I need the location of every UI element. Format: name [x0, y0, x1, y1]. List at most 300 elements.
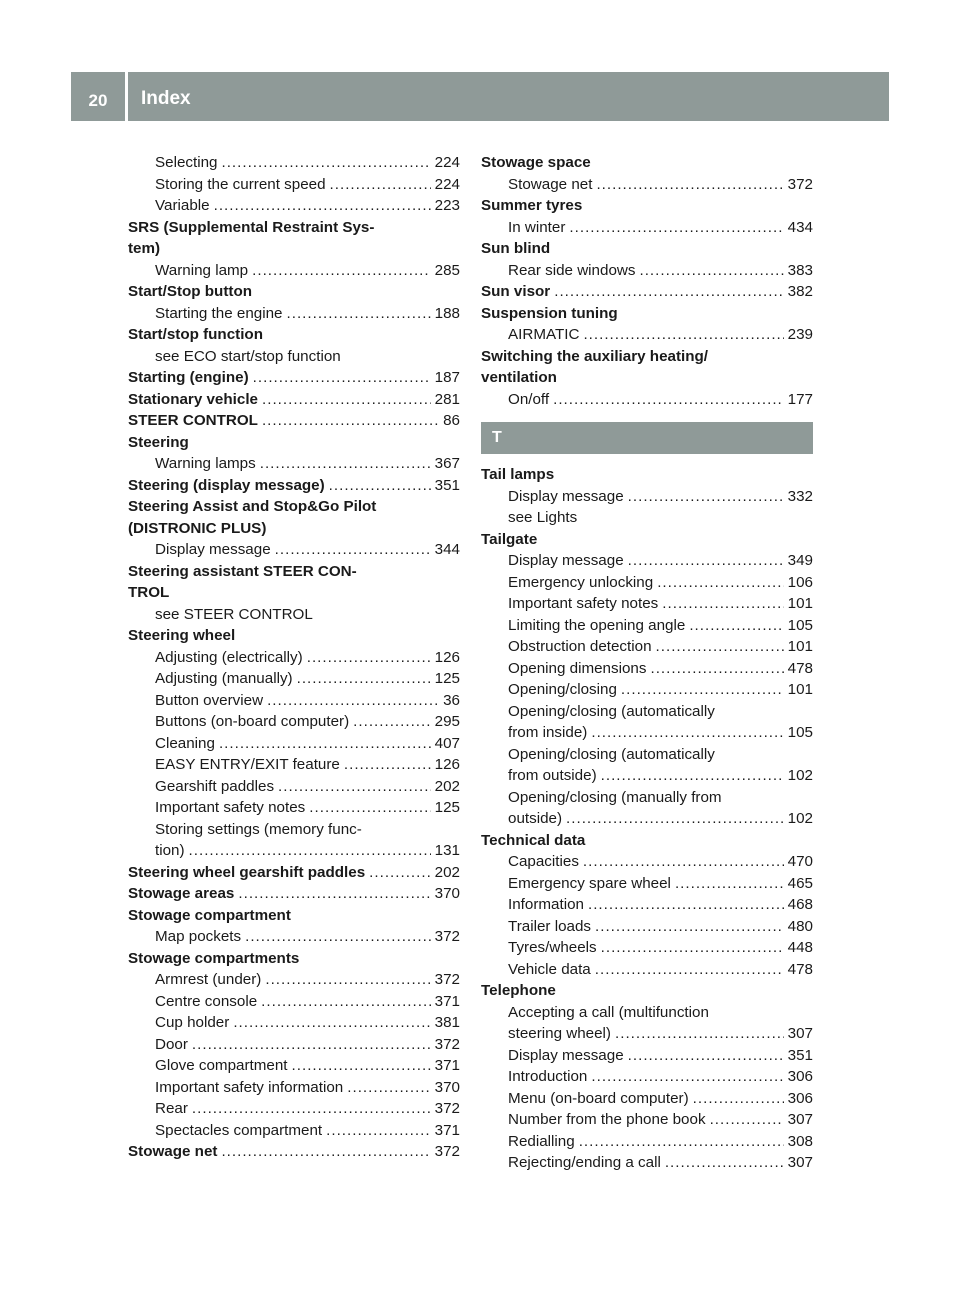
- page-header-bar: [71, 72, 889, 121]
- entry-page-number: 372: [434, 1143, 460, 1160]
- index-entry: [128, 625, 460, 647]
- leader-dots: [595, 959, 784, 981]
- entry-label: Buttons (on-board computer): [155, 713, 350, 730]
- entry-label: see ECO start/stop function: [155, 347, 341, 365]
- entry-label: Gearshift paddles: [155, 777, 275, 795]
- entry-label: Button overview: [155, 691, 264, 709]
- entry-label: Cleaning: [155, 734, 215, 752]
- index-entry: [128, 432, 460, 454]
- leader-dots: [628, 550, 784, 572]
- index-subentry: [128, 604, 460, 626]
- entry-page-number: 224: [434, 154, 460, 171]
- leader-dots: [344, 754, 431, 776]
- index-entry: [481, 346, 813, 368]
- entry-label: Redialling: [508, 1132, 575, 1150]
- entry-page-number: 371: [434, 1057, 460, 1074]
- leader-dots: [233, 1012, 430, 1034]
- leader-dots: [553, 389, 784, 411]
- entry-label: Stowage space: [481, 154, 591, 171]
- entry-label: On/off: [508, 390, 550, 408]
- entry-label: Stowage net: [128, 1143, 218, 1160]
- index-subentry: [128, 303, 460, 325]
- index-subentry: [128, 260, 460, 282]
- entry-label: Centre console: [155, 992, 258, 1010]
- entry-label: Adjusting (manually): [155, 670, 293, 687]
- entry-page-number: 351: [787, 1046, 813, 1064]
- leader-dots: [588, 894, 784, 916]
- entry-label: AIRMATIC: [508, 326, 580, 343]
- entry-page-number: 106: [787, 573, 813, 591]
- leader-dots: [275, 539, 431, 561]
- entry-label: Opening/closing: [508, 681, 617, 698]
- index-subentry: [481, 260, 813, 282]
- index-column-left: [128, 152, 460, 1163]
- entry-label: Adjusting (electrically): [155, 648, 303, 666]
- leader-dots: [297, 668, 431, 690]
- leader-dots: [656, 636, 784, 658]
- leader-dots: [292, 1055, 431, 1077]
- entry-label: ventilation: [481, 369, 557, 386]
- leader-dots: [569, 217, 783, 239]
- index-subentry: [128, 668, 460, 690]
- index-subentry: [481, 1088, 813, 1110]
- entry-page-number: 187: [434, 369, 460, 386]
- leader-dots: [665, 1152, 784, 1174]
- index-subentry: [128, 1012, 460, 1034]
- index-subentry: [481, 873, 813, 895]
- index-subentry: [481, 851, 813, 873]
- entry-page-number: 407: [434, 734, 460, 752]
- entry-label: Rejecting/ending a call: [508, 1154, 661, 1171]
- entry-page-number: 308: [787, 1132, 813, 1150]
- leader-dots: [579, 1131, 784, 1153]
- leader-dots: [278, 776, 431, 798]
- index-group-s-continued: [481, 152, 813, 410]
- entry-page-number: 448: [787, 939, 813, 956]
- entry-page-number: 281: [434, 390, 460, 408]
- entry-label: In winter: [508, 218, 566, 236]
- index-subentry: [128, 1055, 460, 1077]
- entry-label: Limiting the opening angle: [508, 616, 686, 634]
- entry-label: Obstruction detection: [508, 638, 652, 655]
- entry-label: Important safety information: [155, 1078, 344, 1096]
- leader-dots: [219, 733, 431, 755]
- entry-label: Armrest (under): [155, 971, 262, 988]
- index-entry: [128, 281, 460, 303]
- entry-label: Sun blind: [481, 240, 551, 257]
- entry-label: Warning lamp: [155, 261, 249, 279]
- index-entry: [128, 496, 460, 518]
- leader-dots: [596, 174, 783, 196]
- entry-page-number: 372: [434, 971, 460, 988]
- index-subentry: [128, 152, 460, 174]
- entry-label: Stowage compartment: [128, 906, 291, 924]
- leader-dots: [262, 410, 439, 432]
- entry-label: Glove compartment: [155, 1057, 288, 1074]
- leader-dots: [326, 1120, 431, 1142]
- leader-dots: [221, 152, 430, 174]
- entry-page-number: 105: [787, 616, 813, 634]
- entry-page-number: 295: [434, 713, 460, 730]
- entry-label: Display message: [508, 552, 624, 569]
- leader-dots: [221, 1141, 430, 1163]
- entry-label: Steering: [128, 433, 189, 451]
- index-entry: [481, 367, 813, 389]
- leader-dots: [595, 916, 784, 938]
- entry-label: Steering wheel gearshift paddles: [128, 863, 366, 881]
- entry-page-number: 125: [434, 799, 460, 816]
- index-subentry: [128, 969, 460, 991]
- entry-label: Important safety notes: [155, 799, 306, 816]
- entry-page-number: 202: [434, 863, 460, 881]
- entry-label: tion): [155, 842, 185, 859]
- entry-page-number: 382: [787, 283, 813, 300]
- index-subentry: [128, 539, 460, 561]
- index-subentry: [481, 550, 813, 572]
- leader-dots: [369, 862, 430, 884]
- leader-dots: [265, 969, 430, 991]
- index-subentry: [481, 937, 813, 959]
- entry-label: outside): [508, 810, 563, 827]
- entry-label: Opening/closing (automatically: [508, 745, 715, 763]
- index-entry: [481, 529, 813, 551]
- leader-dots: [347, 1077, 430, 1099]
- index-entry: [128, 389, 460, 411]
- entry-label: Tyres/wheels: [508, 939, 597, 956]
- entry-label: Accepting a call (multifunction: [508, 1003, 709, 1021]
- entry-label: Rear side windows: [508, 261, 636, 279]
- page-title: Index: [141, 88, 191, 109]
- entry-label: from outside): [508, 767, 597, 784]
- entry-label: Warning lamps: [155, 455, 256, 472]
- index-subentry: [481, 1131, 813, 1153]
- entry-page-number: 372: [787, 175, 813, 193]
- index-entry: [481, 830, 813, 852]
- index-subentry: [481, 389, 813, 411]
- entry-page-number: 101: [787, 595, 813, 612]
- entry-label: Stowage compartments: [128, 949, 300, 967]
- entry-label: Selecting: [155, 154, 218, 171]
- entry-page-number: 126: [434, 648, 460, 666]
- entry-label: Tailgate: [481, 530, 538, 548]
- entry-page-number: 307: [787, 1111, 813, 1128]
- index-subentry: [481, 701, 813, 723]
- leader-dots: [554, 281, 783, 303]
- index-subentry: [128, 1034, 460, 1056]
- leader-dots: [615, 1023, 784, 1045]
- index-subentry: [128, 819, 460, 841]
- entry-label: Opening/closing (manually from: [508, 788, 722, 806]
- index-subentry: [128, 754, 460, 776]
- index-entry: [128, 561, 460, 583]
- index-subentry: [128, 647, 460, 669]
- index-subentry: [128, 711, 460, 733]
- entry-label: Suspension tuning: [481, 304, 618, 322]
- entry-page-number: 188: [434, 304, 460, 322]
- leader-dots: [261, 991, 431, 1013]
- entry-label: Starting the engine: [155, 304, 283, 322]
- entry-page-number: 367: [434, 455, 460, 472]
- index-subentry: [128, 776, 460, 798]
- index-subentry: [481, 507, 813, 529]
- index-entry: [128, 1141, 460, 1163]
- leader-dots: [675, 873, 784, 895]
- leader-dots: [330, 174, 431, 196]
- entry-page-number: 36: [443, 691, 460, 709]
- leader-dots: [287, 303, 431, 325]
- entry-label: see Lights: [508, 509, 578, 526]
- leader-dots: [353, 711, 430, 733]
- entry-label: Stationary vehicle: [128, 390, 258, 408]
- entry-page-number: 351: [434, 476, 460, 494]
- leader-dots: [621, 679, 784, 701]
- entry-label: STEER CONTROL: [128, 412, 258, 429]
- leader-dots: [601, 765, 784, 787]
- index-subentry: [128, 926, 460, 948]
- index-subentry: [481, 1066, 813, 1088]
- index-subentry: [128, 1077, 460, 1099]
- leader-dots: [214, 195, 431, 217]
- index-entry: [481, 464, 813, 486]
- entry-label: Steering Assist and Stop&Go Pilot: [128, 498, 377, 515]
- leader-dots: [566, 808, 784, 830]
- index-entry: [128, 905, 460, 927]
- index-entry: [128, 324, 460, 346]
- index-subentry: [128, 453, 460, 475]
- section-letter-t: T: [481, 422, 813, 454]
- entry-page-number: 370: [434, 885, 460, 902]
- page-number: 20: [88, 91, 108, 110]
- entry-label: Spectacles compartment: [155, 1121, 323, 1139]
- index-entry: [128, 883, 460, 905]
- index-entry: [128, 582, 460, 604]
- entry-page-number: 383: [787, 261, 813, 279]
- index-entry: [128, 475, 460, 497]
- leader-dots: [238, 883, 430, 905]
- entry-page-number: 105: [787, 724, 813, 741]
- entry-page-number: 126: [434, 756, 460, 773]
- index-subentry: [128, 174, 460, 196]
- entry-label: Display message: [508, 1046, 624, 1064]
- entry-label: tem): [128, 240, 161, 257]
- entry-page-number: 125: [434, 670, 460, 687]
- entry-label: Information: [508, 896, 584, 913]
- entry-label: Steering wheel: [128, 627, 236, 644]
- index-subentry: [128, 346, 460, 368]
- entry-label: Summer tyres: [481, 197, 583, 214]
- leader-dots: [267, 690, 439, 712]
- header-divider: [125, 72, 128, 121]
- index-entry: [128, 410, 460, 432]
- entry-label: SRS (Supplemental Restraint Sys-: [128, 218, 375, 236]
- entry-label: from inside): [508, 724, 588, 741]
- entry-page-number: 307: [787, 1154, 813, 1171]
- index-entry: [481, 152, 813, 174]
- entry-label: Cup holder: [155, 1014, 230, 1031]
- entry-label: Introduction: [508, 1068, 588, 1085]
- leader-dots: [189, 840, 431, 862]
- index-entry: [128, 367, 460, 389]
- leader-dots: [591, 1066, 783, 1088]
- entry-label: Start/Stop button: [128, 283, 253, 300]
- entry-page-number: 465: [787, 874, 813, 892]
- entry-page-number: 372: [434, 928, 460, 945]
- entry-label: Technical data: [481, 831, 586, 849]
- index-subentry: [481, 959, 813, 981]
- entry-label: Number from the phone book: [508, 1111, 706, 1128]
- entry-label: Sun visor: [481, 283, 551, 300]
- index-entry: [481, 238, 813, 260]
- entry-label: Vehicle data: [508, 960, 591, 978]
- leader-dots: [601, 937, 784, 959]
- leader-dots: [657, 572, 783, 594]
- index-subentry: [481, 1045, 813, 1067]
- index-entry: [481, 980, 813, 1002]
- entry-label: steering wheel): [508, 1025, 611, 1042]
- leader-dots: [260, 453, 431, 475]
- entry-page-number: 381: [434, 1014, 460, 1031]
- leader-dots: [639, 260, 783, 282]
- leader-dots: [307, 647, 431, 669]
- index-entry: [481, 303, 813, 325]
- entry-label: Opening dimensions: [508, 659, 647, 677]
- index-subentry: [481, 1002, 813, 1024]
- leader-dots: [710, 1109, 784, 1131]
- leader-dots: [329, 475, 431, 497]
- index-entry: [128, 518, 460, 540]
- index-subentry: [128, 1120, 460, 1142]
- index-entry: [481, 195, 813, 217]
- leader-dots: [192, 1034, 431, 1056]
- entry-label: Display message: [155, 541, 271, 558]
- entry-page-number: 285: [434, 261, 460, 279]
- entry-page-number: 434: [787, 218, 813, 236]
- index-subentry: [481, 658, 813, 680]
- index-subentry: [481, 572, 813, 594]
- index-subentry: [128, 733, 460, 755]
- index-entry: [128, 948, 460, 970]
- entry-page-number: 344: [434, 541, 460, 558]
- entry-page-number: 478: [787, 659, 813, 677]
- entry-page-number: 223: [434, 197, 460, 214]
- entry-label: EASY ENTRY/EXIT feature: [155, 756, 340, 773]
- index-subentry: [481, 765, 813, 787]
- leader-dots: [583, 324, 783, 346]
- index-subentry: [481, 679, 813, 701]
- leader-dots: [253, 367, 431, 389]
- index-subentry: [481, 1152, 813, 1174]
- entry-label: Menu (on-board computer): [508, 1089, 689, 1107]
- entry-label: Door: [155, 1035, 188, 1053]
- entry-page-number: 224: [434, 175, 460, 193]
- index-subentry: [481, 1023, 813, 1045]
- leader-dots: [628, 1045, 784, 1067]
- index-subentry: [128, 690, 460, 712]
- leader-dots: [693, 1088, 784, 1110]
- entry-label: Display message: [508, 487, 624, 505]
- index-subentry: [481, 486, 813, 508]
- entry-label: Map pockets: [155, 928, 242, 945]
- entry-page-number: 306: [787, 1068, 813, 1085]
- entry-label: Emergency spare wheel: [508, 874, 671, 892]
- entry-page-number: 101: [787, 638, 813, 655]
- entry-page-number: 177: [787, 390, 813, 408]
- entry-label: see STEER CONTROL: [155, 605, 313, 623]
- entry-label: Telephone: [481, 982, 556, 999]
- leader-dots: [252, 260, 431, 282]
- index-subentry: [128, 840, 460, 862]
- index-subentry: [481, 174, 813, 196]
- leader-dots: [192, 1098, 431, 1120]
- entry-label: Capacities: [508, 853, 579, 870]
- index-entry: [128, 217, 460, 239]
- entry-page-number: 86: [443, 412, 460, 429]
- index-subentry: [481, 1109, 813, 1131]
- entry-page-number: 102: [787, 810, 813, 827]
- entry-page-number: 370: [434, 1078, 460, 1096]
- entry-page-number: 372: [434, 1100, 460, 1117]
- entry-label: Tail lamps: [481, 466, 555, 483]
- entry-page-number: 239: [787, 326, 813, 343]
- entry-label: Opening/closing (automatically: [508, 702, 715, 720]
- index-group-t: [481, 464, 813, 1174]
- leader-dots: [628, 486, 784, 508]
- entry-page-number: 332: [787, 487, 813, 505]
- leader-dots: [245, 926, 431, 948]
- entry-page-number: 470: [787, 853, 813, 870]
- index-subentry: [481, 744, 813, 766]
- index-subentry: [128, 797, 460, 819]
- leader-dots: [650, 658, 783, 680]
- entry-label: Important safety notes: [508, 595, 659, 612]
- entry-label: Storing settings (memory func-: [155, 820, 362, 838]
- entry-page-number: 371: [434, 1121, 460, 1139]
- index-subentry: [481, 722, 813, 744]
- entry-page-number: 102: [787, 767, 813, 784]
- entry-page-number: 131: [434, 842, 460, 859]
- entry-page-number: 202: [434, 777, 460, 795]
- leader-dots: [309, 797, 430, 819]
- entry-label: Storing the current speed: [155, 175, 326, 193]
- index-entry: [128, 862, 460, 884]
- index-column-right: [481, 152, 813, 1174]
- entry-page-number: 372: [434, 1035, 460, 1053]
- entry-label: (DISTRONIC PLUS): [128, 519, 267, 537]
- leader-dots: [662, 593, 783, 615]
- leader-dots: [262, 389, 431, 411]
- entry-label: Stowage net: [508, 175, 593, 193]
- entry-page-number: 478: [787, 960, 813, 978]
- index-subentry: [481, 894, 813, 916]
- index-subentry: [481, 217, 813, 239]
- entry-page-number: 371: [434, 992, 460, 1010]
- entry-label: Start/stop function: [128, 326, 263, 343]
- index-subentry: [128, 991, 460, 1013]
- entry-page-number: 468: [787, 896, 813, 913]
- entry-label: Steering assistant STEER CON-: [128, 562, 357, 580]
- index-subentry: [481, 636, 813, 658]
- entry-label: Starting (engine): [128, 369, 249, 386]
- index-subentry: [481, 808, 813, 830]
- index-subentry: [128, 1098, 460, 1120]
- entry-page-number: 349: [787, 552, 813, 569]
- index-entry: [481, 281, 813, 303]
- entry-page-number: 101: [787, 681, 813, 698]
- leader-dots: [583, 851, 784, 873]
- entry-page-number: 307: [787, 1025, 813, 1042]
- index-subentry: [481, 593, 813, 615]
- entry-label: TROL: [128, 584, 170, 601]
